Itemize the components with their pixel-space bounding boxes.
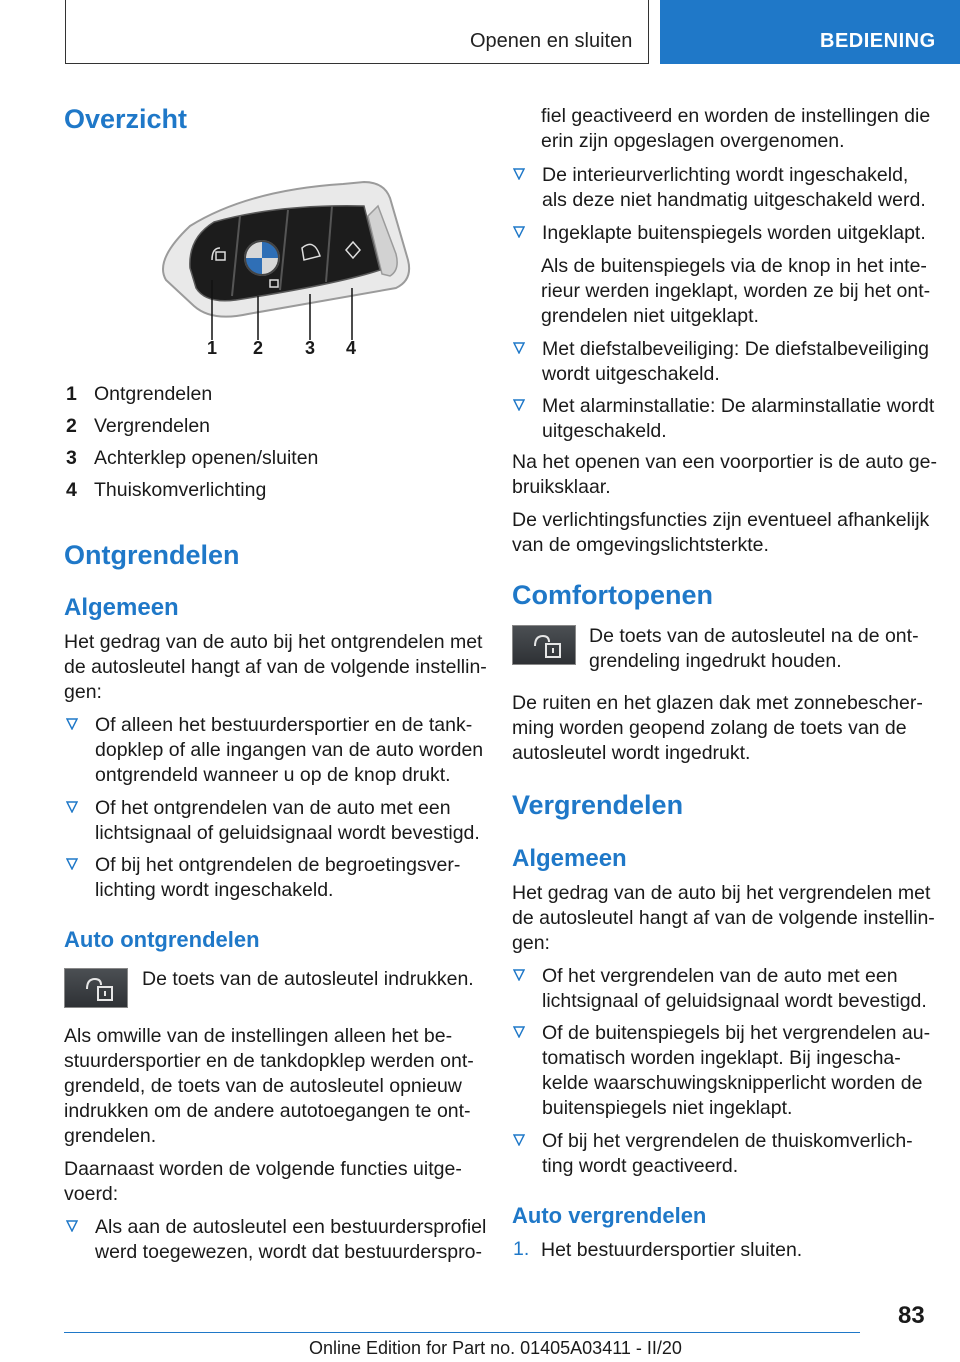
bullet-triangle-icon [66, 1220, 78, 1232]
list-item-line: Of het vergrendelen van de auto met een [542, 965, 898, 987]
callout-3: 3 [305, 338, 316, 358]
bullet-triangle-icon [66, 801, 78, 813]
list-item-line: als deze niet handmatig uitgeschakeld werd. [542, 189, 926, 211]
comfort-after-line: De ruiten en het glazen dak met zonnebescher- [512, 692, 923, 714]
legend-num: 3 [66, 447, 77, 469]
general-text-line: Het gedrag van de auto bij het ontgrendelen met [64, 631, 483, 653]
list-item-line: lichtsignaal of geluidsignaal wordt bevestigd. [542, 990, 927, 1012]
unlock-title: Ontgrendelen [64, 540, 240, 570]
continued-line: erin zijn opgeslagen overgenomen. [541, 130, 845, 152]
comfort-title: Comfortopenen [512, 580, 713, 610]
legend-label: Achterklep openen/sluiten [94, 447, 319, 469]
bullet-triangle-icon [513, 969, 525, 981]
list-item-line: Of het ontgrendelen van de auto met een [95, 797, 451, 819]
list-item-line: De interieurverlichting wordt ingeschakeld, [542, 164, 909, 186]
step-text: Het bestuurdersportier sluiten. [541, 1239, 803, 1261]
bullet-triangle-icon [66, 858, 78, 870]
legend-num: 4 [66, 479, 77, 501]
additional-text-line: voerd: [64, 1183, 119, 1205]
lock-title: Vergrendelen [512, 790, 684, 820]
mirror-note-line: grendelen niet uitgeklapt. [541, 305, 759, 327]
list-item-line: Of alleen het bestuurdersportier en de tank- [95, 714, 473, 736]
bullet-triangle-icon [513, 226, 525, 238]
legend-label: Ontgrendelen [94, 383, 213, 405]
list-item-line: lichting wordt ingeschakeld. [95, 879, 334, 901]
bullet-triangle-icon [66, 718, 78, 730]
comfort-text-line: grendeling ingedrukt houden. [589, 650, 842, 672]
lock-general-text-line: Het gedrag van de auto bij het vergrendelen met [512, 882, 931, 904]
callout-2: 2 [253, 338, 264, 358]
general-title: Algemeen [64, 594, 179, 621]
list-item-line: dopklep of alle ingangen van de auto worden [95, 739, 484, 761]
unlock-icon [513, 626, 577, 666]
bullet-triangle-icon [513, 1134, 525, 1146]
auto-unlock-title: Auto ontgrendelen [64, 927, 260, 952]
list-item-line: lichtsignaal of geluidsignaal wordt bevestigd. [95, 822, 480, 844]
comfort-key-button-image [512, 625, 576, 665]
general-text-line: de autosleutel hangt af van de volgende instellin- [64, 656, 487, 678]
overview-title: Overzicht [64, 104, 188, 134]
page-number: 83 [898, 1302, 925, 1329]
after-text-line: grendeld, de toets van de autosleutel opnieuw [64, 1075, 462, 1097]
unlock-icon [65, 969, 129, 1009]
mirror-note-line: Als de buitenspiegels via de knop in het inte- [541, 255, 927, 277]
footer-edition: Online Edition for Part no. 01405A03411 - II/20 [309, 1338, 682, 1358]
legend-num: 1 [66, 383, 77, 405]
list-item-line: Met diefstalbeveiliging: De diefstalbeveiliging [542, 338, 929, 360]
auto-unlock-text: De toets van de autosleutel indrukken. [142, 968, 474, 990]
list-item-line: Of bij het ontgrendelen de begroetingsver- [95, 854, 461, 876]
callout-4: 4 [346, 338, 357, 358]
comfort-after-line: ming worden geopend zolang de toets van de [512, 717, 907, 739]
list-item-line: Als aan de autosleutel een bestuurdersprofiel [95, 1216, 487, 1238]
list-item-line: tomatisch worden ingeklapt. Bij ingescha- [542, 1047, 901, 1069]
lighting-text-line: van de omgevingslichtsterkte. [512, 534, 769, 556]
footer-divider [64, 1332, 860, 1333]
list-item-line: wordt uitgeschakeld. [542, 363, 720, 385]
general-text-line: gen: [64, 681, 102, 703]
lock-general-text-line: de autosleutel hangt af van de volgende instellin- [512, 907, 935, 929]
list-item-line: kelde waarschuwingsknipperlicht worden de [542, 1072, 923, 1094]
continued-line: fiel geactiveerd en worden de instellingen die [541, 105, 931, 127]
legend-label: Thuiskomverlichting [94, 479, 267, 501]
comfort-after-line: autosleutel wordt ingedrukt. [512, 742, 751, 764]
ready-text-line: Na het openen van een voorportier is de auto ge- [512, 451, 937, 473]
list-item-line: werd toegewezen, wordt dat bestuurderspro- [95, 1241, 482, 1263]
lock-general-title: Algemeen [512, 845, 627, 872]
comfort-text-line: De toets van de autosleutel na de ont- [589, 625, 919, 647]
after-text-line: indrukken om de andere autotoegangen te ont- [64, 1100, 471, 1122]
bullet-triangle-icon [513, 399, 525, 411]
list-item-line: ting wordt geactiveerd. [542, 1155, 739, 1177]
mirror-note-line: rieur werden ingeklapt, worden ze bij het ont- [541, 280, 931, 302]
after-text-line: Als omwille van de instellingen alleen het be- [64, 1025, 453, 1047]
list-item-line: Of bij het vergrendelen de thuiskomverlich- [542, 1130, 913, 1152]
header-section-title: Openen en sluiten [470, 30, 633, 52]
legend-label: Vergrendelen [94, 415, 211, 437]
after-text-line: stuurdersportier en de tankdopklep werden ont- [64, 1050, 474, 1072]
list-item-line: Of de buitenspiegels bij het vergrendelen au- [542, 1022, 931, 1044]
auto-lock-title: Auto vergrendelen [512, 1203, 707, 1228]
lock-general-text-line: gen: [512, 932, 550, 954]
legend-num: 2 [66, 415, 77, 437]
list-item-line: Ingeklapte buitenspiegels worden uitgeklapt. [542, 222, 926, 244]
additional-text-line: Daarnaast worden de volgende functies uitge- [64, 1158, 462, 1180]
bullet-triangle-icon [513, 342, 525, 354]
bullet-triangle-icon [513, 1026, 525, 1038]
ready-text-line: bruiksklaar. [512, 476, 611, 498]
list-item-line: uitgeschakeld. [542, 420, 667, 442]
key-fob-illustration [128, 176, 428, 360]
unlock-key-button-image [64, 968, 128, 1008]
list-item-line: Met alarminstallatie: De alarminstallatie wordt [542, 395, 935, 417]
list-item-line: ontgrendeld wanneer u op de knop drukt. [95, 764, 451, 786]
bullet-triangle-icon [513, 168, 525, 180]
callout-1: 1 [207, 338, 218, 358]
step-number: 1. [513, 1238, 530, 1260]
after-text-line: grendelen. [64, 1125, 157, 1147]
lighting-text-line: De verlichtingsfuncties zijn eventueel afhankelijk [512, 509, 930, 531]
header-chapter-label[interactable]: BEDIENING [820, 30, 936, 52]
list-item-line: buitenspiegels niet ingeklapt. [542, 1097, 793, 1119]
